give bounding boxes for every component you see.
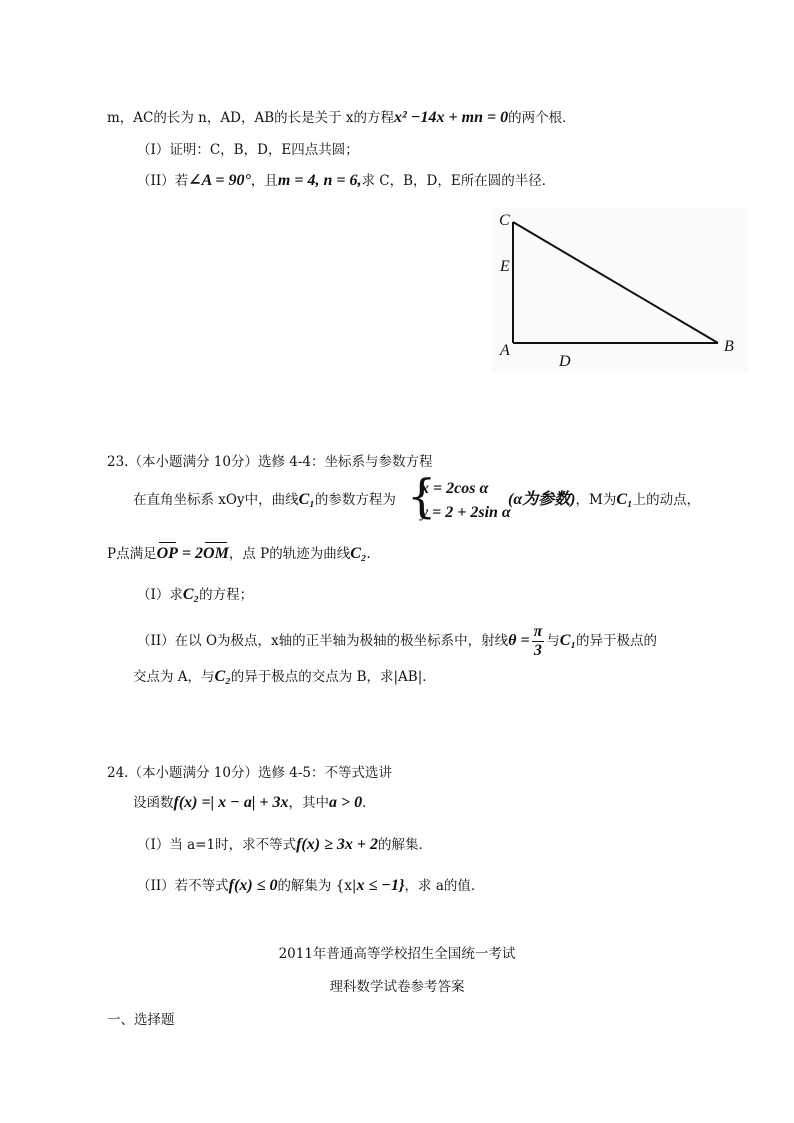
label-d: D xyxy=(559,353,571,370)
q24-heading: 24.（本小题满分 10分）选修 4-5：不等式选讲 xyxy=(107,765,392,781)
label-c: C xyxy=(499,212,510,229)
q23-part1: （I）求C₂的方程； xyxy=(137,586,254,603)
label-b: B xyxy=(724,338,734,355)
q24-part2: （II）若不等式f(x) ≤ 0的解集为 {x|x ≤ −1}，求 a的值． xyxy=(137,877,485,894)
answers-title-2: 理科数学试卷参考答案 xyxy=(329,979,465,995)
q24-line1: 设函数f(x) =| x − a| + 3x，其中a > 0． xyxy=(133,794,376,811)
answers-section-1: 一、选择题 xyxy=(107,1012,175,1028)
q23-heading: 23.（本小题满分 10分）选修 4-4：坐标系与参数方程 xyxy=(107,454,433,470)
triangle-figure xyxy=(490,205,750,375)
q22-equation: x² −14x + mn = 0 xyxy=(394,109,509,126)
q22-intro: m，AC的长为 n，AD，AB的长是关于 x的方程x² −14x + mn = 0的两个根． xyxy=(107,109,576,126)
brace-symbol: { xyxy=(407,469,437,523)
pi-over-3-fraction: $\frac{\pi}{3}$ xyxy=(533,623,543,659)
q24-part1: （I）当 a=1时，求不等式f(x) ≥ 3x + 2的解集． xyxy=(137,836,432,853)
label-a: A xyxy=(500,342,510,359)
q23-line1-left: 在直角坐标系 xOy中，曲线C₁的参数方程为 xyxy=(133,491,396,508)
q23-line2: P点满足OP = 2OM，点 P的轨迹为曲线C₂． xyxy=(107,545,380,562)
q22-part2: （II）若∠A = 90°，且m = 4, n = 6,求 C，B，D，E所在圆的半径． xyxy=(137,172,556,189)
q23-part2-cont: 交点为 A，与C₂的异于极点的交点为 B，求|AB|． xyxy=(133,668,436,685)
q23-part2: （II）在以 O为极点，x轴的正半轴为极轴的极坐标系中，射线θ = $\frac{\pi}{3}$ 与C₁的异于极点的 xyxy=(137,623,658,659)
q23-line1-right: (α为参数)，M为C₁上的动点， xyxy=(508,491,701,508)
q22-part1: （I）证明：C，B，D，E四点共圆； xyxy=(137,142,359,158)
answers-title-1: 2011年普通高等学校招生全国统一考试 xyxy=(278,946,516,962)
label-e: E xyxy=(500,258,510,275)
